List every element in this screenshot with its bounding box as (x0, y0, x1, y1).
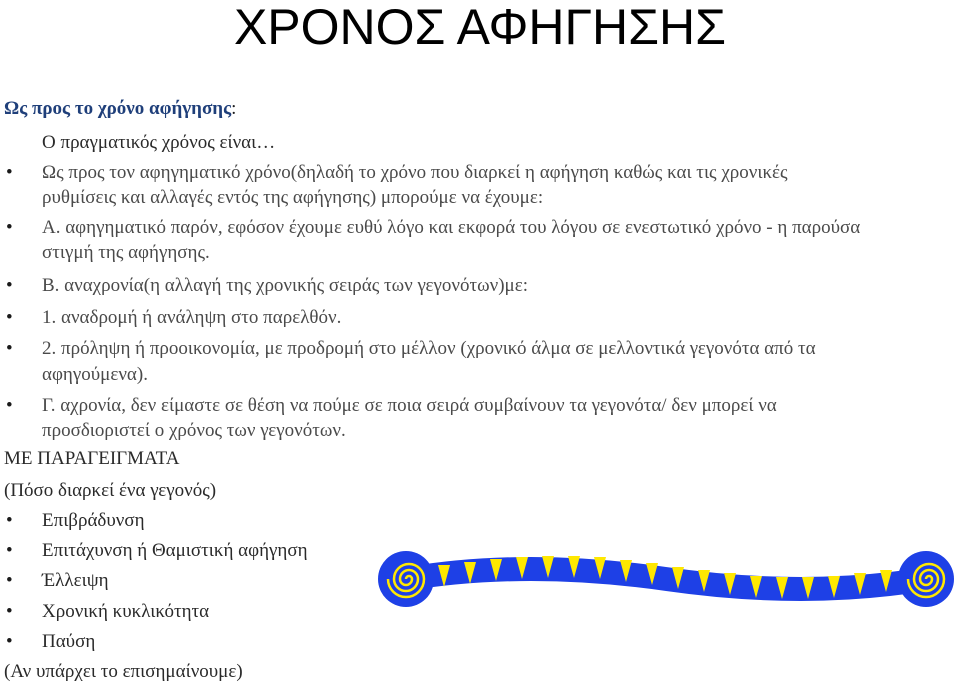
example-item: Παύση (42, 631, 96, 652)
bullet-marker: • (6, 570, 13, 591)
spiral-icon (378, 551, 434, 607)
list-item-line: Β. αναχρονία(η αλλαγή της χρονικής σειράς των γεγονότων)με: (42, 275, 528, 296)
section-heading-colon: : (231, 98, 237, 119)
list-item-line: ρυθμίσεις και αλλαγές εντός της αφήγησης) μπορούμε να έχουμε: (42, 187, 544, 208)
page-title: ΧΡΟΝΟΣ ΑΦΗΓΗΣΗΣ (233, 0, 727, 55)
list-item-line: 2. πρόληψη ή προοικονομία, με προδρομή στο μέλλον (χρονικό άλμα σε μελλοντικά γεγονότα από τα (42, 338, 816, 359)
duration-note: (Πόσο διαρκεί ένα γεγονός) (4, 480, 217, 501)
bullet-marker: • (6, 601, 13, 622)
example-item: Επιτάχυνση ή Θαμιστική αφήγηση (42, 540, 308, 561)
closing-note: (Αν υπάρχει το επισημαίνουμε) (4, 661, 243, 682)
example-item: Χρονική κυκλικότητα (42, 601, 210, 622)
list-item-line: Ως προς τον αφηγηματικό χρόνο(δηλαδή το χρόνο που διαρκεί η αφήγηση καθώς και τις χρονικές (42, 162, 788, 183)
example-item: Επιβράδυνση (42, 510, 145, 531)
wave-band (406, 557, 926, 601)
bullet-marker: • (6, 510, 13, 531)
list-item-line: στιγμή της αφήγησης. (42, 242, 210, 263)
bullet-marker: • (6, 307, 13, 328)
list-item-line: αφηγούμενα). (42, 364, 148, 385)
bullet-marker: • (6, 275, 13, 296)
bullet-marker: • (6, 217, 13, 238)
list-item-line: 1. αναδρομή ή ανάληψη στο παρελθόν. (42, 307, 342, 328)
intro-text: Ο πραγματικός χρόνος είναι… (42, 132, 276, 153)
bullet-marker: • (6, 338, 13, 359)
bullet-marker: • (6, 162, 13, 183)
examples-heading: ΜΕ ΠΑΡΑΓΕΙΓΜΑΤΑ (4, 448, 180, 469)
list-item-line: Α. αφηγηματικό παρόν, εφόσον έχουμε ευθύ λόγο και εκφορά του λόγου σε ενεστωτικό χρόνο - η παρούσα (42, 217, 861, 238)
section-heading-label: Ως προς το χρόνο αφήγησης (4, 98, 232, 119)
spiral-icon (898, 551, 954, 607)
bullet-marker: • (6, 540, 13, 561)
wave-decoration (376, 535, 956, 625)
list-item-line: Γ. αχρονία, δεν είμαστε σε θέση να πούμε σε ποια σειρά συμβαίνουν τα γεγονότα/ δεν μπορεί να (42, 395, 777, 416)
section-heading (4, 98, 236, 120)
example-item: Έλλειψη (42, 570, 109, 591)
bullet-marker: • (6, 631, 13, 652)
bullet-marker: • (6, 395, 13, 416)
list-item-line: προσδιοριστεί ο χρόνος των γεγονότων. (42, 420, 346, 441)
